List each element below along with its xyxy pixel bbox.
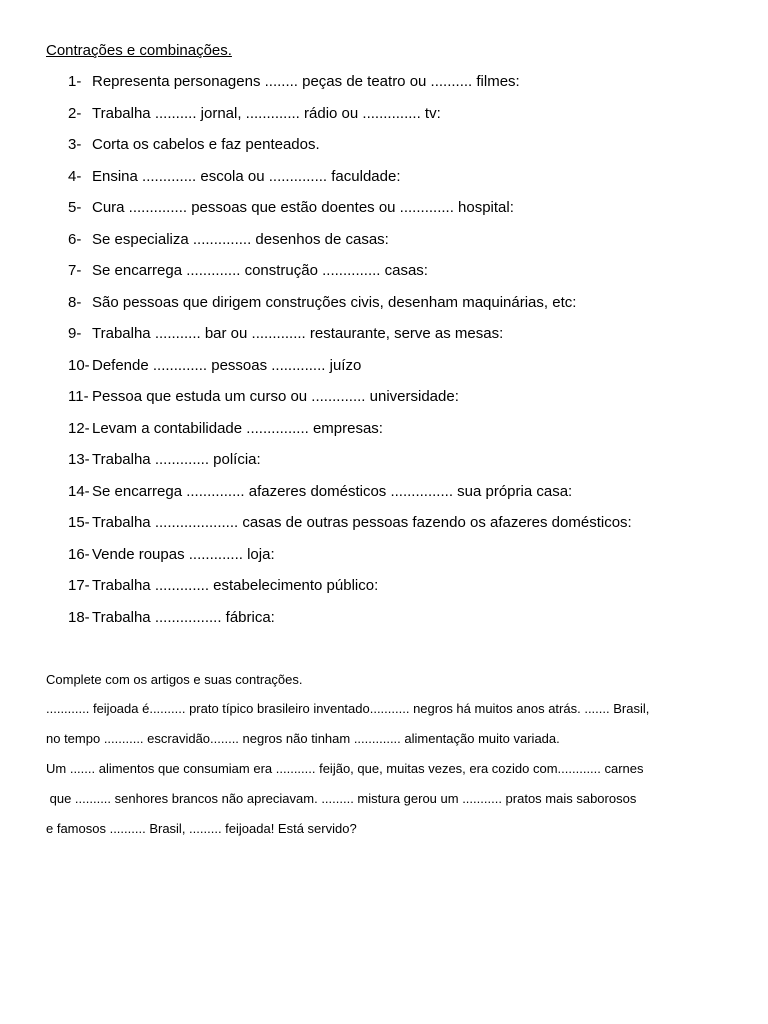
item-number: 14- — [68, 482, 90, 500]
item-number: 9- — [68, 325, 82, 342]
exercise-list — [68, 73, 632, 640]
item-text: Se encarrega .............. afazeres domésticos ............... sua própria casa: — [92, 482, 573, 500]
list-item — [68, 199, 632, 231]
list-item — [68, 73, 632, 105]
item-text: Trabalha ............. polícia: — [92, 451, 261, 468]
item-text: Se encarrega ............. construção .............. casas: — [92, 262, 428, 279]
item-text: São pessoas que dirigem construções civis, desenham maquinárias, etc: — [92, 293, 577, 311]
item-number: 16- — [68, 545, 90, 563]
list-item — [68, 294, 632, 326]
list-item — [68, 357, 632, 389]
list-item — [68, 388, 632, 420]
list-item — [68, 514, 632, 546]
list-item — [68, 609, 632, 641]
list-item — [68, 483, 632, 515]
item-text: Pessoa que estuda um curso ou ............. universidade: — [92, 388, 459, 405]
item-number: 8- — [68, 293, 82, 311]
item-number: 13- — [68, 451, 90, 468]
page-title: Contrações e combinações. — [46, 42, 232, 59]
list-item — [68, 546, 632, 578]
item-text: Se especializa .............. desenhos de casas: — [92, 230, 389, 248]
item-number: 2- — [68, 104, 82, 122]
item-text: Trabalha ........... bar ou ............. restaurante, serve as mesas: — [92, 325, 504, 342]
list-item — [68, 451, 632, 483]
list-item — [68, 325, 632, 357]
section-heading: Complete com os artigos e suas contrações. — [46, 672, 303, 687]
item-number: 1- — [68, 73, 82, 90]
item-number: 18- — [68, 608, 90, 626]
item-text: Representa personagens ........ peças de teatro ou .......... filmes: — [92, 73, 520, 90]
paragraph-line: ............ feijoada é.......... prato típico brasileiro inventado........... negros há muitos anos atrás. ....... Brasil, — [46, 701, 650, 716]
item-number: 6- — [68, 230, 82, 248]
fill-in-paragraph — [46, 701, 649, 851]
list-item — [68, 577, 632, 609]
item-text: Corta os cabelos e faz penteados. — [92, 136, 320, 153]
list-item — [68, 420, 632, 452]
paragraph-line: que .......... senhores brancos não apreciavam. ......... mistura gerou um ........... pratos mais saborosos — [46, 791, 637, 806]
item-number: 4- — [68, 167, 82, 185]
item-text: Ensina ............. escola ou .............. faculdade: — [92, 167, 401, 185]
item-text: Trabalha ............. estabelecimento público: — [92, 577, 379, 594]
item-text: Trabalha ................ fábrica: — [92, 608, 275, 626]
item-number: 3- — [68, 136, 82, 153]
item-number: 11- — [68, 388, 89, 405]
item-number: 10- — [68, 356, 90, 374]
paragraph-line: no tempo ........... escravidão........ negros não tinham ............. alimentação muito variada. — [46, 731, 560, 746]
list-item — [68, 105, 632, 137]
list-item — [68, 168, 632, 200]
item-text: Trabalha .......... jornal, ............. rádio ou .............. tv: — [92, 104, 441, 122]
item-text: Vende roupas ............. loja: — [92, 545, 275, 563]
item-text: Levam a contabilidade ............... empresas: — [92, 419, 383, 437]
item-number: 17- — [68, 577, 90, 594]
item-number: 5- — [68, 199, 82, 216]
item-text: Defende ............. pessoas ............. juízo — [92, 356, 362, 374]
list-item — [68, 262, 632, 294]
list-item — [68, 231, 632, 263]
item-number: 15- — [68, 514, 90, 531]
item-number: 7- — [68, 262, 82, 279]
item-text: Cura .............. pessoas que estão doentes ou ............. hospital: — [92, 199, 514, 216]
paragraph-line: Um ....... alimentos que consumiam era ........... feijão, que, muitas vezes, era cozido com............ carnes — [46, 761, 644, 776]
paragraph-line: e famosos .......... Brasil, ......... feijoada! Está servido? — [46, 821, 357, 836]
list-item — [68, 136, 632, 168]
item-text: Trabalha .................... casas de outras pessoas fazendo os afazeres domésticos: — [92, 514, 632, 531]
item-number: 12- — [68, 419, 90, 437]
